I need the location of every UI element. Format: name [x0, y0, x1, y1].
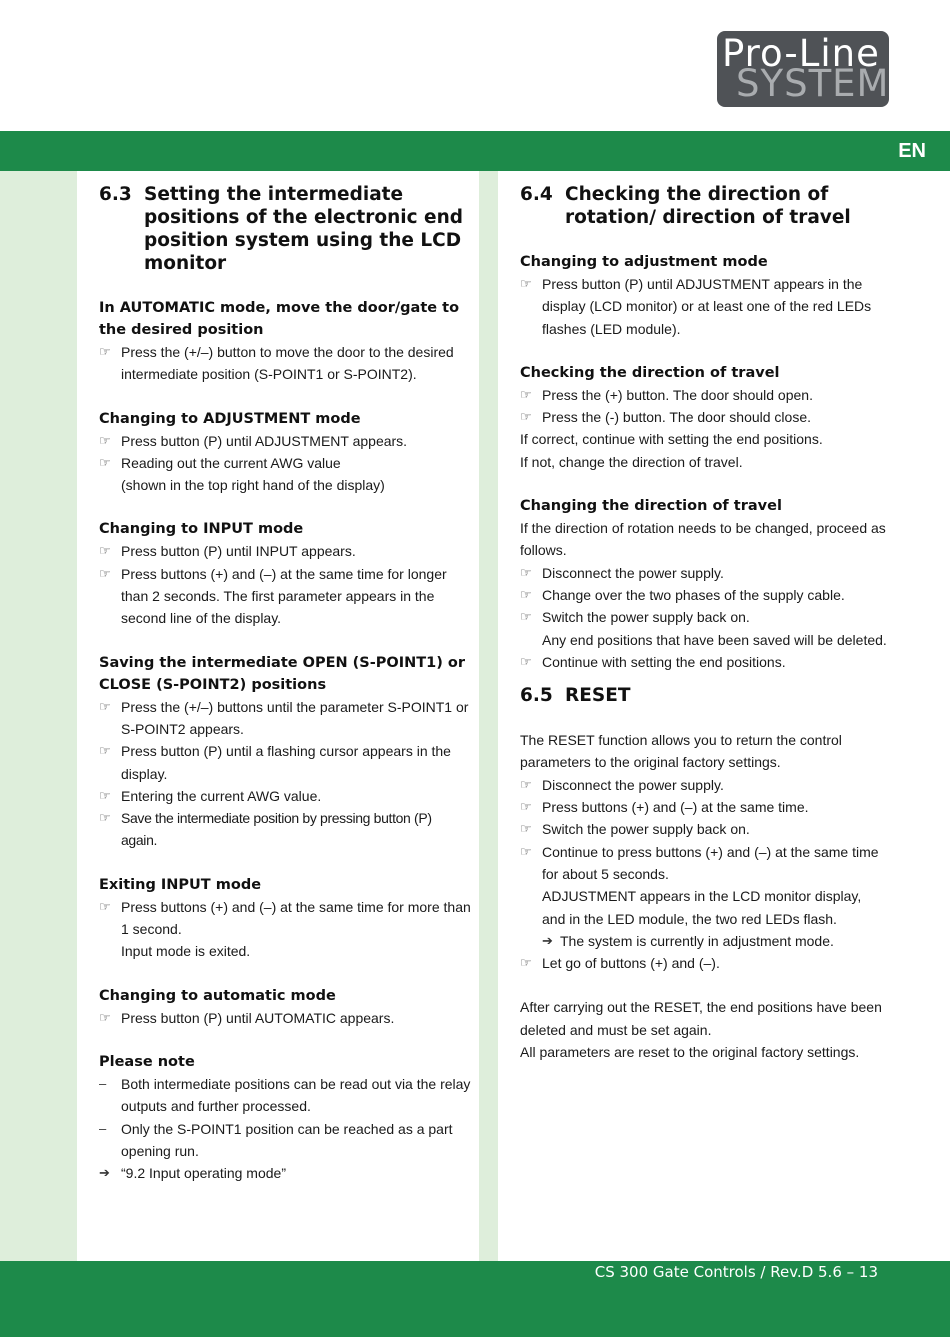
list-item: ☞ Press the (+) button. The door should open. — [520, 384, 892, 406]
cross-reference: ➔ “9.2 Input operating mode” — [99, 1162, 471, 1184]
right-arrow-icon: ➔ — [542, 932, 553, 948]
list-item: ☞ Press buttons (+) and (–) at the same time for longer than 2 seconds. The first parameter appears in the second line of the display. — [99, 563, 471, 630]
right-column — [520, 180, 892, 1063]
section-title: Setting the intermediate positions of the electronic end position system using the LCD monitor — [144, 184, 463, 274]
list-item: ☞ Press button (P) until ADJUSTMENT appears. — [99, 430, 471, 452]
list-item: ☞ Change over the two phases of the supply cable. — [520, 584, 892, 606]
section-number: 6.5 — [520, 685, 553, 707]
pointing-hand-icon: ☞ — [520, 409, 532, 425]
paragraph: If the direction of rotation needs to be changed, proceed as follows. — [520, 520, 886, 559]
pointing-hand-icon: ☞ — [99, 565, 111, 581]
list-item: ☞ Continue to press buttons (+) and (–) at the same time for about 5 seconds. — [520, 841, 892, 886]
list-item: ☞ Press buttons (+) and (–) at the same time. — [520, 796, 892, 818]
list-item: ☞ Press button (P) until a flashing cursor appears in the display. — [99, 740, 471, 785]
list-item: ☞ Switch the power supply back on. — [520, 818, 892, 840]
note-text: (shown in the top right hand of the display) — [121, 477, 385, 494]
list-item: ☞ Continue with setting the end positions. — [520, 651, 892, 673]
note-text: and in the LED module, the two red LEDs flash. — [542, 910, 837, 927]
footer-text: CS 300 Gate Controls / Rev.D 5.6 – 13 — [594, 1263, 878, 1281]
subheading: Changing to ADJUSTMENT mode — [99, 410, 361, 427]
pointing-hand-icon: ☞ — [520, 821, 532, 837]
subheading: Exiting INPUT mode — [99, 876, 262, 893]
footer-bar — [0, 1261, 950, 1337]
dash-icon: – — [99, 1120, 107, 1136]
subheading: Changing the direction of travel — [520, 498, 782, 515]
note-text: Input mode is exited. — [121, 943, 251, 960]
column-gutter — [479, 171, 498, 1261]
dash-icon: – — [99, 1075, 107, 1091]
pointing-hand-icon: ☞ — [520, 653, 532, 669]
list-item: ☞ Press the (+/–) buttons until the parameter S-POINT1 or S-POINT2 appears. — [99, 696, 471, 741]
pointing-hand-icon: ☞ — [520, 586, 532, 602]
list-item: ☞ Press the (-) button. The door should close. — [520, 406, 892, 428]
paragraph: After carrying out the RESET, the end positions have been deleted and must be set again. — [520, 999, 882, 1038]
subheading: Saving the intermediate OPEN (S-POINT1) or CLOSE (S-POINT2) positions — [99, 654, 466, 693]
list-item: ☞ Press button (P) until AUTOMATIC appears. — [99, 1007, 471, 1029]
list-item: ☞ Save the intermediate position by pressing button (P) again. — [99, 807, 471, 852]
pointing-hand-icon: ☞ — [99, 698, 111, 714]
list-item: ☞ Press buttons (+) and (–) at the same time for more than 1 second. — [99, 896, 471, 941]
pointing-hand-icon: ☞ — [99, 1009, 111, 1025]
list-item: ☞ Press button (P) until INPUT appears. — [99, 540, 471, 562]
pointing-hand-icon: ☞ — [99, 344, 111, 359]
left-column — [99, 180, 471, 1184]
subheading: In AUTOMATIC mode, move the door/gate to the desired position — [99, 300, 460, 338]
result-line: ➔ The system is currently in adjustment mode. — [520, 930, 892, 952]
section-title: RESET — [565, 685, 631, 707]
paragraph: All parameters are reset to the original factory settings. — [520, 1044, 860, 1061]
pointing-hand-icon: ☞ — [520, 955, 532, 971]
brand-logo — [717, 31, 889, 107]
section-heading-6-4 — [520, 183, 892, 229]
pointing-hand-icon: ☞ — [520, 386, 532, 402]
pointing-hand-icon: ☞ — [99, 543, 111, 559]
pointing-hand-icon: ☞ — [520, 564, 532, 580]
note-text: Any end positions that have been saved will be deleted. — [542, 631, 887, 648]
pointing-hand-icon: ☞ — [99, 810, 111, 826]
list-item: ☞ Entering the current AWG value. — [99, 785, 471, 807]
section-heading-6-3 — [99, 183, 471, 275]
subheading: Changing to adjustment mode — [520, 254, 768, 270]
logo-line2: SYSTEM — [736, 62, 889, 105]
list-item: ☞ Switch the power supply back on. — [520, 606, 892, 628]
list-item: ☞ Let go of buttons (+) and (–). — [520, 952, 892, 974]
list-item: ☞ Disconnect the power supply. — [520, 774, 892, 796]
pointing-hand-icon: ☞ — [520, 609, 532, 625]
pointing-hand-icon: ☞ — [99, 787, 111, 803]
pointing-hand-icon: ☞ — [520, 776, 532, 792]
paragraph: If not, change the direction of travel. — [520, 453, 743, 470]
paragraph: The RESET function allows you to return the control parameters to the original factory settings. — [520, 732, 842, 771]
language-label: EN — [898, 140, 926, 162]
list-item: ☞ Press the (+/–) button to move the door to the desired intermediate position (S-POINT1 or S-POINT2). — [99, 341, 471, 386]
left-margin-band — [0, 171, 77, 1261]
section-heading-6-5 — [520, 684, 892, 707]
pointing-hand-icon: ☞ — [99, 454, 111, 470]
paragraph: If correct, continue with setting the end positions. — [520, 431, 823, 448]
subheading: Checking the direction of travel — [520, 364, 780, 381]
logo-line1: Pro-Line — [722, 32, 880, 75]
right-arrow-icon: ➔ — [99, 1165, 110, 1181]
pointing-hand-icon: ☞ — [520, 799, 532, 815]
list-item: – Both intermediate positions can be read out via the relay outputs and further processed. — [99, 1073, 471, 1118]
section-number: 6.4 — [520, 184, 553, 205]
pointing-hand-icon: ☞ — [520, 276, 532, 291]
pointing-hand-icon: ☞ — [99, 743, 111, 759]
subheading: Changing to INPUT mode — [99, 521, 304, 538]
pointing-hand-icon: ☞ — [99, 432, 111, 448]
subheading: Please note — [99, 1053, 195, 1070]
subheading: Changing to automatic mode — [99, 987, 336, 1004]
section-title: Checking the direction of rotation/ direction of travel — [565, 184, 851, 228]
section-number: 6.3 — [99, 184, 132, 205]
list-item: ☞ Disconnect the power supply. — [520, 562, 892, 584]
list-item: ☞ Reading out the current AWG value — [99, 452, 471, 474]
pointing-hand-icon: ☞ — [520, 843, 532, 859]
list-item: – Only the S-POINT1 position can be reached as a part opening run. — [99, 1118, 471, 1163]
note-text: ADJUSTMENT appears in the LCD monitor display, — [542, 888, 862, 905]
header-bar — [0, 131, 950, 171]
pointing-hand-icon: ☞ — [99, 898, 111, 914]
list-item: ☞ Press button (P) until ADJUSTMENT appears in the display (LCD monitor) or at least one of the red LEDs flashes (LED module). — [520, 273, 892, 340]
